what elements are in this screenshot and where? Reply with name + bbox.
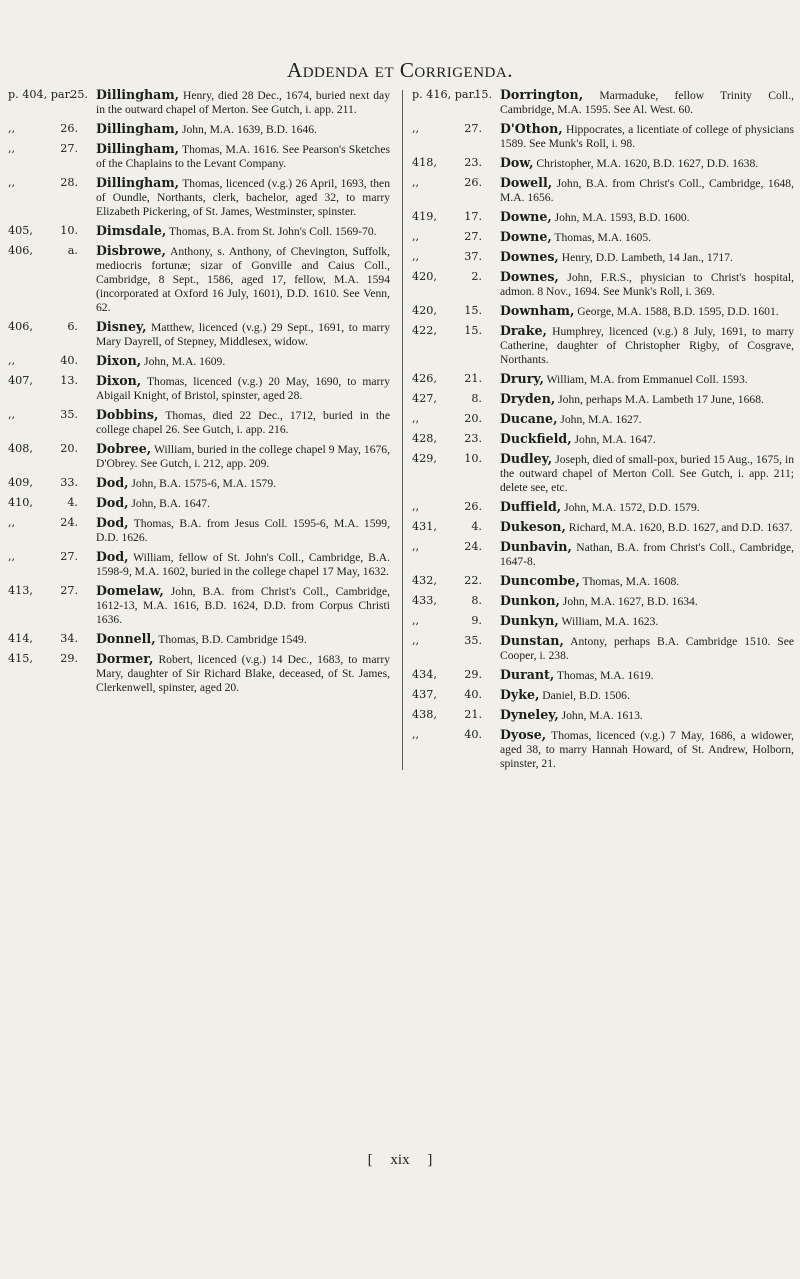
entry-text: William, M.A. from Emmanuel Coll. 1593. (543, 373, 748, 386)
entry (8, 476, 390, 491)
entry (8, 652, 390, 695)
entry-text: Thomas, B.D. Cambridge 1549. (155, 633, 307, 646)
entry-body (96, 88, 390, 117)
page-ref: 426, (412, 372, 437, 385)
entry (412, 392, 794, 407)
entry (412, 688, 794, 703)
paragraph-ref: 34. (60, 632, 78, 645)
entry-body (500, 210, 794, 225)
entry-body (96, 476, 390, 491)
entry-name: Dunbavin, (500, 539, 572, 554)
entry-text: John, M.A. 1647. (571, 433, 656, 446)
entry-name: Disbrowe, (96, 243, 166, 258)
paragraph-ref: 26. (464, 176, 482, 189)
page-ref: 406, (8, 244, 33, 257)
entry (412, 412, 794, 427)
paragraph-ref: 29. (464, 668, 482, 681)
page-ref: ,, (412, 540, 420, 553)
entry-name: Dixon, (96, 353, 142, 368)
entry-text: Thomas, licenced (v.g.) 20 May, 1690, to marry Abigail Knight, of Bristol, spinster, aged 28. (96, 375, 390, 402)
entry-text: Thomas, M.A. 1616. See Pearson's Sketches of the Chaplains to the Levant Company. (96, 143, 390, 170)
entry-body (96, 584, 390, 627)
page-ref: p. 404, par. (8, 88, 73, 101)
entry-text: Hippocrates, a licentiate of college of physicians 1589. See Munk's Roll, i. 98. (500, 123, 794, 150)
paragraph-ref: 26. (60, 122, 78, 135)
page-ref: ,, (8, 354, 16, 367)
paragraph-ref: 10. (60, 224, 78, 237)
page-ref: 422, (412, 324, 437, 337)
entry-name: Dyose, (500, 727, 547, 742)
entry (412, 614, 794, 629)
entry-name: Dow, (500, 155, 534, 170)
paragraph-ref: 27. (60, 550, 78, 563)
entry (8, 320, 390, 349)
paragraph-ref: 40. (464, 728, 482, 741)
entry-name: Dod, (96, 515, 129, 530)
paragraph-ref: 9. (471, 614, 482, 627)
entry-text: Nathan, B.A. from Christ's Coll., Cambridge, 1647-8. (500, 541, 794, 568)
paragraph-ref: 20. (464, 412, 482, 425)
paragraph-ref: 28. (60, 176, 78, 189)
paragraph-ref: 13. (60, 374, 78, 387)
page-ref: 406, (8, 320, 33, 333)
paragraph-ref: 8. (471, 594, 482, 607)
page-ref: 408, (8, 442, 33, 455)
entry-text: John, M.A. 1627. (557, 413, 642, 426)
entry-text: John, B.A. 1575-6, M.A. 1579. (128, 477, 277, 490)
entry-text: John, B.A. from Christ's Coll., Cambridge, 1648, M.A. 1656. (500, 177, 794, 204)
page-ref: 407, (8, 374, 33, 387)
paragraph-ref: 26. (464, 500, 482, 513)
page-ref: 429, (412, 452, 437, 465)
entry-body (500, 176, 794, 205)
entry-body (96, 374, 390, 403)
entry-text: Antony, perhaps B.A. Cambridge 1510. See Cooper, i. 238. (500, 635, 794, 662)
page-ref: 438, (412, 708, 437, 721)
entry-name: Duffield, (500, 499, 562, 514)
paragraph-ref: 40. (464, 688, 482, 701)
entry (412, 574, 794, 589)
entry-body (500, 432, 794, 447)
entry-body (500, 634, 794, 663)
paragraph-ref: 10. (464, 452, 482, 465)
entry-body (500, 668, 794, 683)
entry-body (96, 496, 390, 511)
entry (412, 708, 794, 723)
paragraph-ref: 20. (60, 442, 78, 455)
entry (8, 224, 390, 239)
entry-name: Dod, (96, 475, 129, 490)
entry-body (96, 244, 390, 315)
entry-body (500, 122, 794, 151)
entry-text: William, buried in the college chapel 9 May, 1676, D'Obrey. See Gutch, i. 212, app. 209. (96, 443, 390, 470)
entry-body (500, 304, 794, 319)
entry (412, 230, 794, 245)
entry (412, 88, 794, 117)
entry-name: Dunstan, (500, 633, 564, 648)
entry-text: Thomas, died 22 Dec., 1712, buried in the college chapel 26. See Gutch, i. app. 216. (96, 409, 390, 436)
paragraph-ref: 6. (67, 320, 78, 333)
entry-body (96, 408, 390, 437)
entry-name: Donnell, (96, 631, 156, 646)
paragraph-ref: 25. (70, 88, 88, 101)
entry-name: Durant, (500, 667, 555, 682)
entry-name: Dillingham, (96, 175, 180, 190)
entry-body (96, 516, 390, 545)
entry-body (500, 230, 794, 245)
page-ref: 431, (412, 520, 437, 533)
entry (412, 452, 794, 495)
entry-text: Thomas, licenced (v.g.) 26 April, 1693, then of Oundle, Northants, clerk, bachelor, aged 32, to marry Elizabeth Pickering, of St. James, Westminster, spinster. (96, 177, 390, 218)
entry-text: John, B.A. from Christ's Coll., Cambridge, 1612-13, M.A. 1616, B.D. 1624, D.D. from Corpus Christi 1636. (96, 585, 390, 626)
entry-body (96, 142, 390, 171)
entry-text: William, fellow of St. John's Coll., Cambridge, B.A. 1598-9, M.A. 1602, buried in the college chapel 17 May, 1632. (96, 551, 390, 578)
page-ref: 409, (8, 476, 33, 489)
entry-text: Matthew, licenced (v.g.) 29 Sept., 1691, to marry Mary Dayrell, of Stepney, Middlesex, widow. (96, 321, 390, 348)
entry-body (500, 688, 794, 703)
paragraph-ref: 27. (464, 230, 482, 243)
entry-name: Dowell, (500, 175, 553, 190)
entry-body (500, 540, 794, 569)
entry-name: Domelaw, (96, 583, 164, 598)
page-ref: ,, (412, 634, 420, 647)
paragraph-ref: 37. (464, 250, 482, 263)
entry-name: Dudley, (500, 451, 553, 466)
entry-body (96, 224, 390, 239)
entry-text: John, M.A. 1609. (141, 355, 226, 368)
paragraph-ref: 27. (464, 122, 482, 135)
entry-name: Dryden, (500, 391, 556, 406)
paragraph-ref: 40. (60, 354, 78, 367)
entry (8, 142, 390, 171)
entry-name: Dunkyn, (500, 613, 559, 628)
entry-name: Dukeson, (500, 519, 566, 534)
entry (412, 634, 794, 663)
entry-body (500, 392, 794, 407)
entry-name: Dyke, (500, 687, 540, 702)
entry-text: John, M.A. 1613. (558, 709, 643, 722)
entry-text: Christopher, M.A. 1620, B.D. 1627, D.D. 1638. (533, 157, 759, 170)
entry-text: Thomas, B.A. from Jesus Coll. 1595-6, M.A. 1599, D.D. 1626. (96, 517, 390, 544)
entry (8, 632, 390, 647)
entry-body (500, 270, 794, 299)
entry (8, 496, 390, 511)
entry (412, 432, 794, 447)
page-ref: 420, (412, 270, 437, 283)
entry-body (96, 122, 390, 137)
paragraph-ref: 33. (60, 476, 78, 489)
entry-body (500, 728, 794, 771)
entry-text: Thomas, M.A. 1605. (551, 231, 652, 244)
entry (412, 270, 794, 299)
entry (412, 304, 794, 319)
entry-body (500, 594, 794, 609)
entry-name: Downham, (500, 303, 575, 318)
entry-body (500, 324, 794, 367)
entry-text: George, M.A. 1588, B.D. 1595, D.D. 1601. (574, 305, 779, 318)
page-ref: 419, (412, 210, 437, 223)
paragraph-ref: 24. (464, 540, 482, 553)
page-ref: 418, (412, 156, 437, 169)
entry-name: Downe, (500, 229, 552, 244)
entry-text: Thomas, B.A. from St. John's Coll. 1569-70. (166, 225, 377, 238)
entry-name: Dixon, (96, 373, 142, 388)
paragraph-ref: 23. (464, 432, 482, 445)
page-ref: ,, (412, 614, 420, 627)
page-ref: 414, (8, 632, 33, 645)
entry (412, 728, 794, 771)
paragraph-ref: 35. (464, 634, 482, 647)
entry-name: Dimsdale, (96, 223, 167, 238)
entry-text: Humphrey, licenced (v.g.) 8 July, 1691, to marry Catherine, daughter of Christopher Rigby, of Cosgrave, Northants. (500, 325, 794, 366)
page-ref: ,, (412, 230, 420, 243)
entry-body (96, 652, 390, 695)
entry (8, 442, 390, 471)
entry (8, 408, 390, 437)
entry (412, 500, 794, 515)
entry-body (96, 632, 390, 647)
entry-text: Joseph, died of small-pox, buried 15 Aug., 1675, in the outward chapel of Merton Coll. See Gutch, i. app. 211; delete see, etc. (500, 453, 794, 494)
entry-name: Drury, (500, 371, 544, 386)
entry (8, 584, 390, 627)
page-title: Addenda et Corrigenda. (287, 58, 513, 82)
column-divider (402, 90, 403, 770)
paragraph-ref: 24. (60, 516, 78, 529)
entry-body (96, 320, 390, 349)
entry-body (96, 176, 390, 219)
page-ref: 410, (8, 496, 33, 509)
page-ref: 434, (412, 668, 437, 681)
page-ref: 432, (412, 574, 437, 587)
page-ref: 415, (8, 652, 33, 665)
entry (8, 374, 390, 403)
paragraph-ref: 35. (60, 408, 78, 421)
paragraph-ref: 27. (60, 584, 78, 597)
entry-text: Henry, D.D. Lambeth, 14 Jan., 1717. (558, 251, 733, 264)
page-ref: p. 416, par. (412, 88, 477, 101)
entry-text: John, M.A. 1627, B.D. 1634. (559, 595, 698, 608)
page-ref: ,, (8, 176, 16, 189)
entry-name: Dobree, (96, 441, 152, 456)
entry-body (500, 708, 794, 723)
paragraph-ref: 29. (60, 652, 78, 665)
entry (412, 122, 794, 151)
entry (412, 176, 794, 205)
page-ref: ,, (412, 250, 420, 263)
paragraph-ref: 23. (464, 156, 482, 169)
paragraph-ref: 22. (464, 574, 482, 587)
entry-name: Dillingham, (96, 87, 180, 102)
paragraph-ref: 4. (67, 496, 78, 509)
entry (8, 244, 390, 315)
entry (8, 354, 390, 369)
entry-name: Duckfield, (500, 431, 572, 446)
entry (8, 550, 390, 579)
page-ref: 427, (412, 392, 437, 405)
entry-name: Dod, (96, 495, 129, 510)
entry (412, 668, 794, 683)
entry-body (96, 550, 390, 579)
entry (412, 540, 794, 569)
entry-text: Daniel, B.D. 1506. (539, 689, 630, 702)
entry-body (96, 442, 390, 471)
entry-text: Thomas, M.A. 1608. (579, 575, 680, 588)
entry (412, 372, 794, 387)
paragraph-ref: 4. (471, 520, 482, 533)
entry-body (500, 412, 794, 427)
entry-body (500, 614, 794, 629)
entry-text: Anthony, s. Anthony, of Chevington, Suffolk, mediocris fortunæ; sizar of Gonville and Caius Coll., Cambridge, 8 Sept., 1586, aged 17, fellow, M.A. 1594 (incorporated at Oxford 16 July, 1601), D.D. 1610. See Venn, 62. (96, 245, 390, 314)
entry-body (500, 156, 794, 171)
entry-name: Ducane, (500, 411, 558, 426)
page-ref: ,, (8, 550, 16, 563)
page-ref: ,, (412, 500, 420, 513)
paragraph-ref: 15. (474, 88, 492, 101)
paragraph-ref: 21. (464, 708, 482, 721)
paragraph-ref: 2. (471, 270, 482, 283)
entry-text: Marmaduke, fellow Trinity Coll., Cambridge, M.A. 1595. See Al. West. 60. (500, 89, 794, 116)
entry (412, 156, 794, 171)
entry-name: Dillingham, (96, 141, 180, 156)
entry-name: Dobbins, (96, 407, 159, 422)
page-ref: ,, (412, 728, 420, 741)
entry-name: Downe, (500, 209, 552, 224)
paragraph-ref: 21. (464, 372, 482, 385)
page-ref: 433, (412, 594, 437, 607)
entry-body (96, 354, 390, 369)
entry-name: Dormer, (96, 651, 154, 666)
page-ref: ,, (8, 142, 16, 155)
entry-name: Downes, (500, 249, 559, 264)
page-ref: ,, (412, 122, 420, 135)
entry (8, 176, 390, 219)
entry (8, 516, 390, 545)
entry-text: Richard, M.A. 1620, B.D. 1627, and D.D. 1637. (565, 521, 793, 534)
entry (412, 324, 794, 367)
entry-body (500, 250, 794, 265)
entry-text: John, F.R.S., physician to Christ's hospital, admon. 8 Nov., 1694. See Munk's Roll, i. 369. (500, 271, 794, 298)
page-ref: 420, (412, 304, 437, 317)
entry-name: Dorrington, (500, 87, 584, 102)
entry-body (500, 452, 794, 495)
entry-name: Drake, (500, 323, 547, 338)
paragraph-ref: 8. (471, 392, 482, 405)
page-number: [ xix ] (367, 1152, 433, 1168)
right-column (412, 88, 794, 776)
entry-body (500, 500, 794, 515)
entry-text: Henry, died 28 Dec., 1674, buried next day in the outward chapel of Merton. See Gutch, i. app. 211. (96, 89, 390, 116)
entry (8, 88, 390, 117)
paragraph-ref: 17. (464, 210, 482, 223)
page-ref: 428, (412, 432, 437, 445)
entry-name: Dunkon, (500, 593, 560, 608)
page-ref: 437, (412, 688, 437, 701)
page-ref: ,, (8, 408, 16, 421)
entry (412, 210, 794, 225)
paragraph-ref: 27. (60, 142, 78, 155)
page-ref: ,, (8, 122, 16, 135)
entry-text: John, perhaps M.A. Lambeth 17 June, 1668. (555, 393, 764, 406)
entry-name: D'Othon, (500, 121, 563, 136)
entry-text: John, M.A. 1639, B.D. 1646. (179, 123, 317, 136)
paragraph-ref: 15. (464, 324, 482, 337)
entry (412, 520, 794, 535)
entry-body (500, 88, 794, 117)
page-ref: 405, (8, 224, 33, 237)
left-column (8, 88, 390, 700)
entry-name: Downes, (500, 269, 559, 284)
entry-body (500, 372, 794, 387)
entry-text: Thomas, M.A. 1619. (554, 669, 654, 682)
entry-text: John, M.A. 1572, D.D. 1579. (561, 501, 700, 514)
entry (8, 122, 390, 137)
entry-text: John, M.A. 1593, B.D. 1600. (551, 211, 690, 224)
entry-name: Duncombe, (500, 573, 580, 588)
entry-name: Disney, (96, 319, 147, 334)
entry-text: William, M.A. 1623. (558, 615, 659, 628)
entry-body (500, 574, 794, 589)
page-ref: ,, (412, 412, 420, 425)
entry (412, 594, 794, 609)
entry-text: John, B.A. 1647. (128, 497, 211, 510)
entry (412, 250, 794, 265)
entry-name: Dyneley, (500, 707, 559, 722)
page-ref: 413, (8, 584, 33, 597)
page-ref: ,, (412, 176, 420, 189)
entry-body (500, 520, 794, 535)
entry-text: Thomas, licenced (v.g.) 7 May, 1686, a widower, aged 38, to marry Hannah Howard, of St. Andrew, Holborn, spinster, 21. (500, 729, 794, 770)
paragraph-ref: 15. (464, 304, 482, 317)
entry-name: Dod, (96, 549, 129, 564)
paragraph-ref: a. (67, 244, 78, 257)
page-ref: ,, (8, 516, 16, 529)
entry-text: Robert, licenced (v.g.) 14 Dec., 1683, to marry Mary, daughter of Sir Richard Blake, deceased, of St. James, Clerkenwell, spinster, aged 20. (96, 653, 390, 694)
entry-name: Dillingham, (96, 121, 180, 136)
